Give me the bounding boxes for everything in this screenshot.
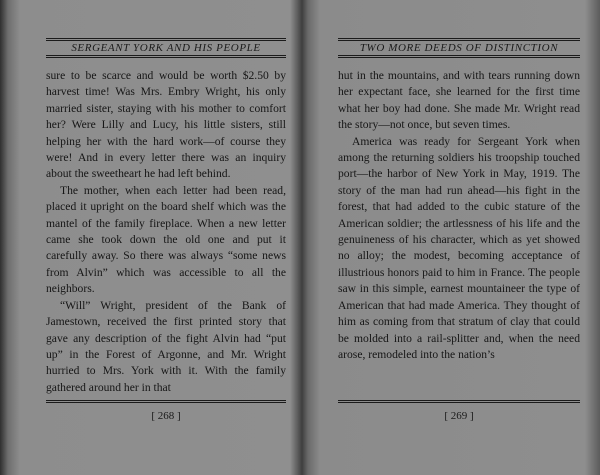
page-number-left: [ 268 ] [151, 410, 181, 422]
footer-rule [338, 400, 580, 403]
footer-rule [46, 400, 286, 403]
paragraph: hut in the mountains, and with tears running down her expectant face, she learned for the first time what her boy had done. She made Mr. Wright read the story—not once, but seven times. [338, 69, 580, 132]
paragraph: America was ready for Sergeant York when among the returning soldiers his troopship touched port—the harbor of New York in May, 1919. The story of the man had run ahead—his fight in the forest, that had added to the cubic stature of the American soldier; the artlessness of his life and the genuineness of his character, which as yet showed no alloy; the modest, becoming acceptance of illustrious honors paid to him in France. The people saw in this simple, earnest mountaineer the type of American that had made America. They thought of him as coming from that stratum of clay that could be molded into a rail-splitter and, when the need arose, remodeled into the nation’s [338, 134, 580, 361]
page-number-right: [ 269 ] [444, 410, 474, 422]
left-page-body [46, 68, 286, 396]
running-head-left: SERGEANT YORK AND HIS PEOPLE [46, 38, 286, 58]
right-page [324, 18, 586, 448]
paragraph: The mother, when each letter had been read, placed it upright on the board shelf which was the mantel of the family fireplace. When a new letter came she took down the old one and put it carefully away. So there was always “some news from Alvin” which was accessible to all the neighbors. [46, 183, 286, 296]
left-page [28, 18, 290, 448]
paragraph: sure to be scarce and would be worth $2.50 by harvest time! Was Mrs. Embry Wright, his only married sister, staying with his mother to comfort her? Were Lilly and Lucy, his little sisters, still helping her with the hard work—of course they were! And in every letter there was an inquiry about the sweetheart he had left behind. [46, 69, 286, 181]
running-head-right: TWO MORE DEEDS OF DISTINCTION [338, 38, 580, 58]
paragraph: “Will” Wright, president of the Bank of Jamestown, received the first printed story that gave any description of the fight Alvin had “put up” in the Forest of Argonne, and Mr. Wright hurried to Mrs. York with it. With the family gathered around her in that [46, 298, 286, 394]
right-page-body [338, 68, 580, 363]
